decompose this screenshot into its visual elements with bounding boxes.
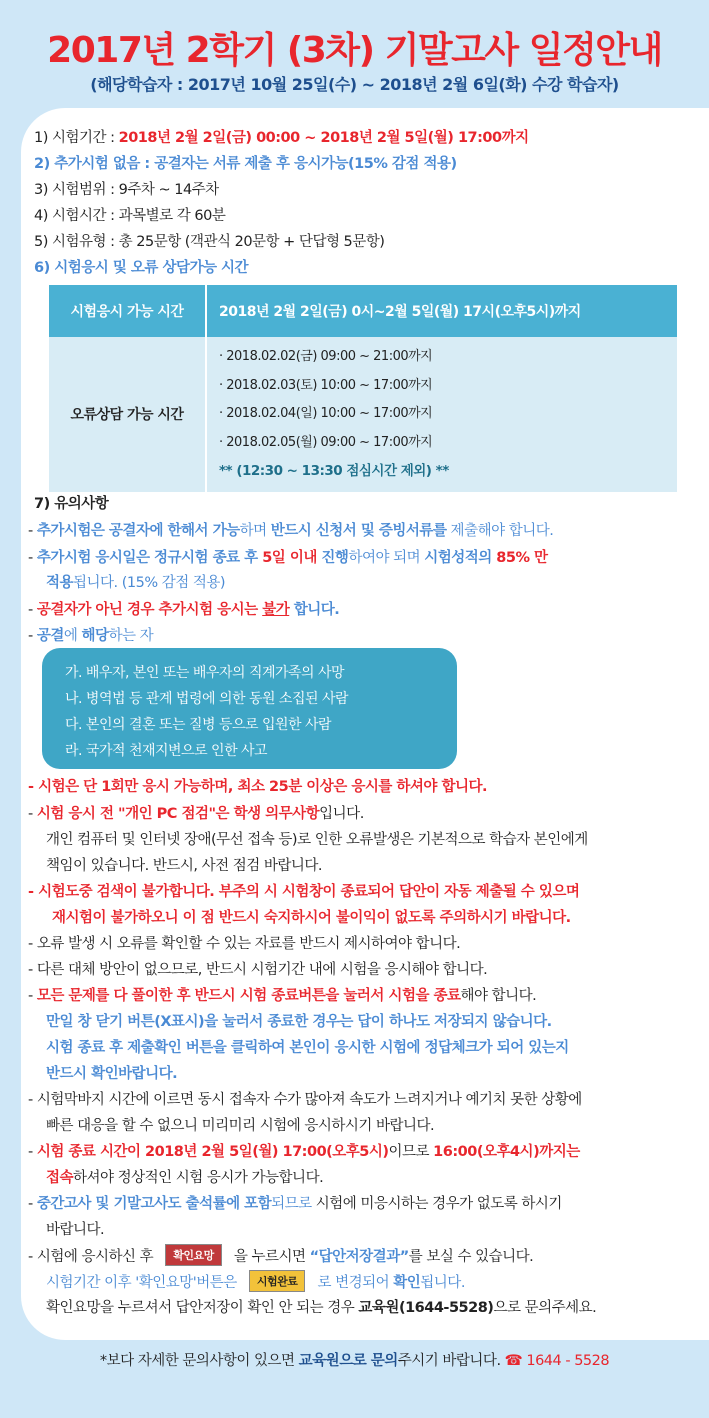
note-10-cont: 만일 창 닫기 버튼(X표시)을 눌러서 종료한 경우는 답이 하나도 저장되지 않습니다.	[46, 1014, 552, 1030]
note-6-cont2: 책임이 있습니다. 반드시, 사전 점검 바랍니다.	[46, 858, 322, 874]
note-5: - 시험은 단 1회만 응시 가능하며, 최소 25분 이상은 응시를 하셔야 합니다.	[28, 779, 488, 795]
page-title: 2017년 2학기 (3차) 기말고사 일정안내	[47, 30, 662, 71]
note-10-cont2: 시험 종료 후 제출확인 버튼을 클릭하여 본인이 응시한 시험에 정답체크가 되어 있는지	[46, 1040, 569, 1056]
note-11: - 시험막바지 시간에 이르면 동시 접속자 수가 많아져 속도가 느려지거나 예기치 못한 상황에	[28, 1092, 582, 1108]
note-7: - 시험도중 검색이 불가합니다. 부주의 시 시험창이 종료되어 답안이 자동 제출될 수 있으며	[28, 884, 580, 900]
footer-contact: *보다 자세한 문의사항이 있으면 교육원으로 문의주시기 바랍니다. ☎ 1644 - 5528	[99, 1353, 610, 1369]
lunch-note: ** (12:30 ~ 13:30 점심시간 제외) **	[219, 463, 449, 479]
list-item: 나. 병역법 등 관계 법령에 의한 동원 소집된 사람	[65, 691, 349, 707]
error-consult-times	[206, 337, 677, 492]
list-item: 가. 배우자, 본인 또는 배우자의 직계가족의 사망	[65, 665, 345, 681]
exam-time-label: 시험응시 가능 시간	[49, 285, 206, 337]
note-14-cont: 시험기간 이후 '확인요망'버튼은 시험완료 로 변경되어 확인됩니다.	[46, 1270, 465, 1292]
phone-number: ☎ 1644 - 5528	[500, 1353, 610, 1369]
note-10-cont3: 반드시 확인바랍니다.	[46, 1066, 178, 1082]
exam-time-row	[49, 285, 677, 337]
note-2: - 추가시험 응시일은 정규시험 종료 후 5일 이내 진행하여야 되며 시험성적의 85% 만	[28, 550, 548, 566]
note-13-cont: 바랍니다.	[46, 1222, 105, 1238]
list-item: 라. 국가적 천재지변으로 인한 사고	[65, 743, 268, 759]
note-4: - 공결에 해당하는 자	[28, 628, 154, 644]
note-13: - 중간고사 및 기말고사도 출석률에 포함되므로 시험에 미응시하는 경우가 없도록 하시기	[28, 1196, 562, 1212]
note-12: - 시험 종료 시간이 2018년 2월 5일(월) 17:00(오후5시)이므로 16:00(오후4시)까지는	[28, 1144, 580, 1160]
confirm-required-tag: 확인요망	[165, 1244, 222, 1266]
note-12-cont: 접속하셔야 정상적인 시험 응시가 가능합니다.	[46, 1170, 324, 1186]
note-11-cont: 빠른 대응을 할 수 없으니 미리미리 시험에 응시하시기 바랍니다.	[46, 1118, 435, 1134]
note-3: - 공결자가 아닌 경우 추가시험 응시는 불가 합니다.	[28, 602, 340, 618]
note-8: - 오류 발생 시 오류를 확인할 수 있는 자료를 반드시 제시하여야 합니다.	[28, 936, 461, 952]
list-item: · 2018.02.03(토) 10:00 ~ 17:00까지	[219, 377, 433, 393]
exam-range: 3) 시험범위 : 9주차 ~ 14주차	[34, 182, 219, 198]
note-9: - 다른 대체 방안이 없으므로, 반드시 시험기간 내에 시험을 응시해야 합니다.	[28, 962, 488, 978]
list-item: · 2018.02.04(일) 10:00 ~ 17:00까지	[219, 406, 433, 421]
note-14-cont2: 확인요망을 누르셔서 답안저장이 확인 안 되는 경우 교육원(1644-5528)으로 문의주세요.	[46, 1300, 597, 1316]
note-6-cont: 개인 컴퓨터 및 인터넷 장애(무선 접속 등)로 인한 오류발생은 기본적으로 학습자 본인에게	[46, 832, 588, 848]
exam-time-value: 2018년 2월 2일(금) 0시~2월 5일(월) 17시(오후5시)까지	[206, 285, 677, 337]
consult-heading: 6) 시험응시 및 오류 상담가능 시간	[34, 260, 249, 276]
note-7-cont: 재시험이 불가하오니 이 점 반드시 숙지하시어 불이익이 없도록 주의하시기 바랍니다.	[52, 910, 571, 926]
extra-exam-note: 2) 추가시험 없음 : 공결자는 서류 제출 후 응시가능(15% 감점 적용)	[34, 156, 457, 172]
note-1: - 추가시험은 공결자에 한해서 가능하며 반드시 신청서 및 증빙서류를 제출해야 합니다.	[28, 523, 554, 539]
exam-time: 4) 시험시간 : 과목별로 각 60분	[34, 208, 226, 224]
note-14: - 시험에 응시하신 후 확인요망 을 누르시면 “답안저장결과”를 보실 수 있습니다.	[28, 1244, 533, 1266]
note-6: - 시험 응시 전 "개인 PC 점검"은 학생 의무사항입니다.	[28, 806, 364, 822]
error-consult-label: 오류상담 가능 시간	[49, 337, 206, 492]
note-2-cont: 적용됩니다. (15% 감점 적용)	[46, 575, 226, 591]
exam-complete-tag: 시험완료	[249, 1270, 306, 1292]
list-item: · 2018.02.05(월) 09:00 ~ 17:00까지	[219, 434, 433, 450]
page-subtitle: (해당학습자 : 2017년 10월 25일(수) ~ 2018년 2월 6일(화) 수강 학습자)	[90, 75, 619, 94]
note-10: - 모든 문제를 다 풀이한 후 반드시 시험 종료버튼을 눌러서 시험을 종료해야 합니다.	[28, 988, 537, 1004]
exception-box	[42, 648, 457, 769]
exam-type: 5) 시험유형 : 총 25문항 (객관식 20문항 + 단답형 5문항)	[34, 234, 385, 250]
notes-heading: 7) 유의사항	[34, 496, 109, 512]
schedule-table	[49, 285, 677, 492]
list-item: 다. 본인의 결혼 또는 질병 등으로 입원한 사람	[65, 717, 332, 733]
list-item: · 2018.02.02(금) 09:00 ~ 21:00까지	[219, 349, 433, 364]
error-consult-row	[49, 337, 677, 492]
exam-period: 1) 시험기간 : 2018년 2월 2일(금) 00:00 ~ 2018년 2월 5일(월) 17:00까지	[34, 130, 529, 146]
